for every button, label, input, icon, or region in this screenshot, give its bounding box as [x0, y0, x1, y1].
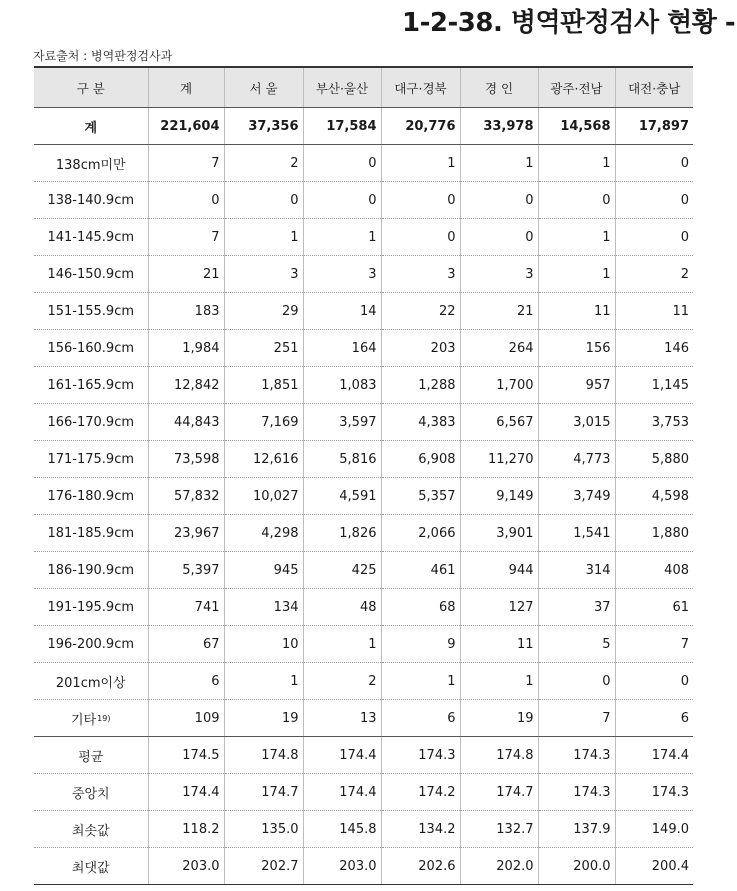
table-cell: 4,383: [381, 404, 460, 441]
table-cell: 33,978: [460, 108, 538, 145]
table-cell: 5,397: [148, 552, 224, 589]
table-cell: 202.6: [381, 848, 460, 885]
row-label: [34, 848, 148, 885]
row-label-text: 161-165.9cm: [47, 377, 135, 393]
page-title: 1-2-38. 병역판정검사 현황 -: [402, 8, 736, 38]
table-cell: 1,826: [303, 515, 381, 552]
table-cell: 1,880: [615, 515, 693, 552]
table-cell: 1,700: [460, 367, 538, 404]
table-cell: 37,356: [224, 108, 303, 145]
table-row: [34, 700, 693, 737]
table-cell: 13: [303, 700, 381, 737]
table-cell: 1: [303, 626, 381, 663]
table-cell: 127: [460, 589, 538, 626]
table-cell: 174.7: [224, 774, 303, 811]
table-cell: 1: [538, 219, 615, 256]
table-cell: 0: [224, 182, 303, 219]
row-label-text: 기타: [71, 712, 97, 728]
row-label-text: 186-190.9cm: [47, 562, 135, 578]
column-header: 서 울: [224, 67, 303, 108]
table-row: [34, 811, 693, 848]
table-cell: 0: [460, 219, 538, 256]
table-cell: 202.0: [460, 848, 538, 885]
column-header: 구 분: [34, 67, 148, 108]
row-label-text: 138-140.9cm: [47, 192, 135, 208]
table-cell: 1: [381, 145, 460, 182]
table-cell: 134: [224, 589, 303, 626]
table-cell: 1: [538, 145, 615, 182]
row-label: [34, 700, 148, 737]
table-cell: 1: [538, 256, 615, 293]
table-cell: 3,753: [615, 404, 693, 441]
table-cell: 174.8: [460, 737, 538, 774]
table-cell: 174.2: [381, 774, 460, 811]
table-cell: 174.3: [538, 737, 615, 774]
table-cell: 1,541: [538, 515, 615, 552]
table-cell: 61: [615, 589, 693, 626]
table-cell: 11: [615, 293, 693, 330]
row-label-text: 196-200.9cm: [47, 636, 135, 652]
table-row: [34, 182, 693, 219]
table-cell: 0: [303, 145, 381, 182]
row-label: [34, 367, 148, 404]
table-cell: 200.4: [615, 848, 693, 885]
table-cell: 14,568: [538, 108, 615, 145]
table-cell: 73,598: [148, 441, 224, 478]
table-cell: 174.3: [615, 774, 693, 811]
table-cell: 3,901: [460, 515, 538, 552]
table-row: [34, 256, 693, 293]
table-cell: 203.0: [303, 848, 381, 885]
total-row: [34, 108, 693, 145]
table-cell: 0: [615, 145, 693, 182]
table-row: [34, 219, 693, 256]
table-cell: 118.2: [148, 811, 224, 848]
row-label-text: 최댓값: [71, 860, 110, 876]
table-cell: 12,842: [148, 367, 224, 404]
table-cell: 11,270: [460, 441, 538, 478]
table-cell: 1: [460, 663, 538, 700]
table-cell: 14: [303, 293, 381, 330]
table-cell: 0: [381, 219, 460, 256]
table-cell: 945: [224, 552, 303, 589]
row-label-text: 171-175.9cm: [47, 451, 135, 467]
table-cell: 44,843: [148, 404, 224, 441]
table-cell: 12,616: [224, 441, 303, 478]
row-label: [34, 219, 148, 256]
table-cell: 29: [224, 293, 303, 330]
table-cell: 164: [303, 330, 381, 367]
table-cell: 200.0: [538, 848, 615, 885]
table-cell: 9,149: [460, 478, 538, 515]
row-label-text: 156-160.9cm: [47, 340, 135, 356]
table-cell: 408: [615, 552, 693, 589]
table-cell: 7,169: [224, 404, 303, 441]
table-cell: 1,984: [148, 330, 224, 367]
table-row: [34, 848, 693, 885]
row-label: 계: [34, 108, 148, 145]
row-label: [34, 589, 148, 626]
row-label-text: 138cm미만: [55, 157, 126, 173]
table-cell: 174.5: [148, 737, 224, 774]
table-cell: 1,145: [615, 367, 693, 404]
table-cell: 202.7: [224, 848, 303, 885]
row-label: [34, 404, 148, 441]
row-label-text: 181-185.9cm: [47, 525, 135, 541]
row-label-text: 141-145.9cm: [47, 229, 135, 245]
table-cell: 109: [148, 700, 224, 737]
table-cell: 3: [303, 256, 381, 293]
table-cell: 5,880: [615, 441, 693, 478]
table-cell: 3,015: [538, 404, 615, 441]
table-cell: 156: [538, 330, 615, 367]
table-cell: 5,357: [381, 478, 460, 515]
table-cell: 2: [303, 663, 381, 700]
table-row: [34, 441, 693, 478]
table-row: [34, 330, 693, 367]
table-cell: 2,066: [381, 515, 460, 552]
row-label: [34, 256, 148, 293]
column-header: 대전·충남: [615, 67, 693, 108]
column-header: 광주·전남: [538, 67, 615, 108]
table-cell: 1: [224, 663, 303, 700]
table-cell: 221,604: [148, 108, 224, 145]
table-cell: 67: [148, 626, 224, 663]
table-cell: 11: [460, 626, 538, 663]
table-row: [34, 515, 693, 552]
table-cell: 6: [615, 700, 693, 737]
table-cell: 1: [381, 663, 460, 700]
table-cell: 944: [460, 552, 538, 589]
table-cell: 203.0: [148, 848, 224, 885]
table-cell: 4,298: [224, 515, 303, 552]
row-label-text: 151-155.9cm: [47, 303, 135, 319]
table-cell: 174.3: [538, 774, 615, 811]
row-label: [34, 478, 148, 515]
table-cell: 23,967: [148, 515, 224, 552]
row-label: [34, 293, 148, 330]
table-cell: 7: [148, 219, 224, 256]
table-cell: 19: [224, 700, 303, 737]
table-cell: 264: [460, 330, 538, 367]
table-cell: 4,773: [538, 441, 615, 478]
table-cell: 6: [381, 700, 460, 737]
row-label-text: 최솟값: [71, 823, 110, 839]
table-cell: 1: [460, 145, 538, 182]
table-cell: 7: [148, 145, 224, 182]
table-cell: 68: [381, 589, 460, 626]
row-label-text: 중앙치: [71, 786, 110, 802]
table-cell: 3: [381, 256, 460, 293]
table-row: [34, 552, 693, 589]
table-cell: 3,597: [303, 404, 381, 441]
table-cell: 5: [538, 626, 615, 663]
table-cell: 1,288: [381, 367, 460, 404]
table-row: [34, 589, 693, 626]
table-cell: 134.2: [381, 811, 460, 848]
table-cell: 0: [303, 182, 381, 219]
table-cell: 11: [538, 293, 615, 330]
table-cell: 174.7: [460, 774, 538, 811]
row-label: [34, 330, 148, 367]
table-row: [34, 367, 693, 404]
row-label-text: 176-180.9cm: [47, 488, 135, 504]
row-label-text: 146-150.9cm: [47, 266, 135, 282]
table-cell: 0: [615, 663, 693, 700]
table-cell: 174.8: [224, 737, 303, 774]
column-header: 대구·경북: [381, 67, 460, 108]
table-cell: 0: [460, 182, 538, 219]
table-cell: 6: [148, 663, 224, 700]
table-cell: 145.8: [303, 811, 381, 848]
table-cell: 5,816: [303, 441, 381, 478]
table-cell: 137.9: [538, 811, 615, 848]
table-cell: 0: [615, 182, 693, 219]
table-row: [34, 737, 693, 774]
table-cell: 3,749: [538, 478, 615, 515]
table-row: [34, 626, 693, 663]
table-cell: 0: [148, 182, 224, 219]
row-label: [34, 737, 148, 774]
table-cell: 314: [538, 552, 615, 589]
header-row: [34, 67, 693, 108]
table-cell: 48: [303, 589, 381, 626]
table-cell: 957: [538, 367, 615, 404]
table-cell: 461: [381, 552, 460, 589]
table-cell: 7: [615, 626, 693, 663]
table-row: [34, 404, 693, 441]
row-label: [34, 663, 148, 700]
table-row: [34, 145, 693, 182]
table-cell: 7: [538, 700, 615, 737]
table-cell: 0: [615, 219, 693, 256]
table-cell: 0: [538, 182, 615, 219]
column-header: 경 인: [460, 67, 538, 108]
column-header: 부산·울산: [303, 67, 381, 108]
table-cell: 174.4: [303, 774, 381, 811]
table-cell: 203: [381, 330, 460, 367]
table-cell: 174.4: [148, 774, 224, 811]
row-label-text: 평균: [78, 749, 104, 765]
table-cell: 3: [460, 256, 538, 293]
table-cell: 174.3: [381, 737, 460, 774]
table-row: [34, 478, 693, 515]
table-cell: 17,897: [615, 108, 693, 145]
row-label: [34, 145, 148, 182]
table-row: [34, 293, 693, 330]
table-cell: 57,832: [148, 478, 224, 515]
table-cell: 6,908: [381, 441, 460, 478]
table-cell: 2: [224, 145, 303, 182]
height-distribution-table: [34, 66, 693, 885]
row-label-text: 191-195.9cm: [47, 599, 135, 615]
table-cell: 149.0: [615, 811, 693, 848]
table-cell: 21: [460, 293, 538, 330]
table-cell: 9: [381, 626, 460, 663]
table-cell: 17,584: [303, 108, 381, 145]
row-label-text: 201cm이상: [55, 675, 126, 691]
row-label: [34, 811, 148, 848]
table-cell: 741: [148, 589, 224, 626]
row-label: [34, 182, 148, 219]
table-cell: 135.0: [224, 811, 303, 848]
row-label-text: 166-170.9cm: [47, 414, 135, 430]
table-cell: 1,851: [224, 367, 303, 404]
table-cell: 3: [224, 256, 303, 293]
source-note: 자료출처 : 병역판정검사과: [33, 49, 173, 63]
table-cell: 0: [381, 182, 460, 219]
table-cell: 21: [148, 256, 224, 293]
table-cell: 0: [538, 663, 615, 700]
table-cell: 20,776: [381, 108, 460, 145]
table-cell: 251: [224, 330, 303, 367]
table-cell: 425: [303, 552, 381, 589]
table-row: [34, 663, 693, 700]
row-label: [34, 441, 148, 478]
row-label: [34, 774, 148, 811]
row-label: [34, 515, 148, 552]
table-cell: 1: [303, 219, 381, 256]
column-header: 계: [148, 67, 224, 108]
table-cell: 4,591: [303, 478, 381, 515]
table-cell: 1,083: [303, 367, 381, 404]
table-cell: 183: [148, 293, 224, 330]
table-cell: 4,598: [615, 478, 693, 515]
table-cell: 174.4: [303, 737, 381, 774]
row-label: [34, 552, 148, 589]
table-cell: 10: [224, 626, 303, 663]
table-cell: 22: [381, 293, 460, 330]
footnote-marker: 19): [97, 713, 111, 723]
table-cell: 146: [615, 330, 693, 367]
table-cell: 19: [460, 700, 538, 737]
table-cell: 1: [224, 219, 303, 256]
table-cell: 10,027: [224, 478, 303, 515]
table-cell: 2: [615, 256, 693, 293]
table-cell: 174.4: [615, 737, 693, 774]
table-cell: 6,567: [460, 404, 538, 441]
table-cell: 132.7: [460, 811, 538, 848]
table-cell: 37: [538, 589, 615, 626]
table-row: [34, 774, 693, 811]
row-label: [34, 626, 148, 663]
